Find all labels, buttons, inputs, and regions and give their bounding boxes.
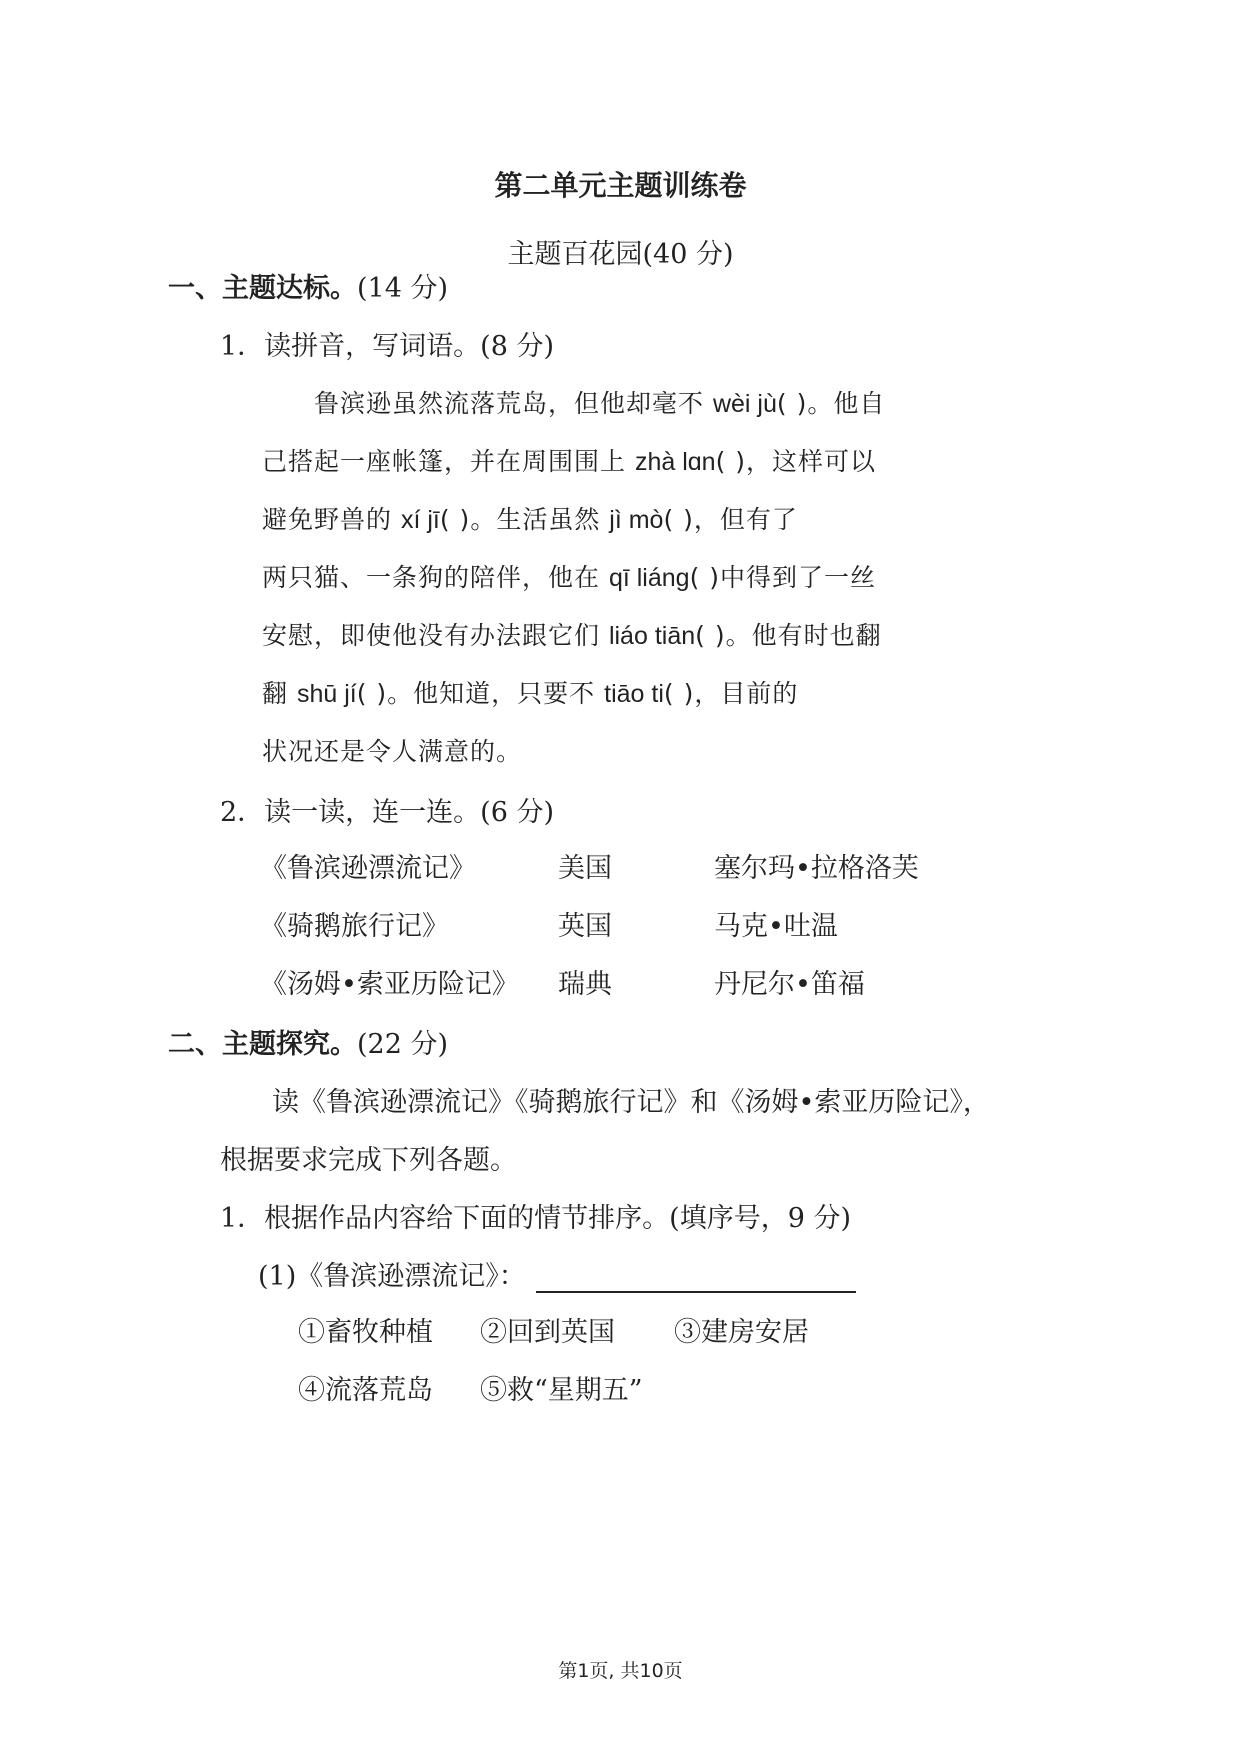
author-item[interactable]: 丹尼尔•笛福: [714, 969, 865, 1000]
passage-line: [262, 616, 882, 652]
sub-question-label: (1)《鲁滨逊漂流记》：: [258, 1261, 526, 1292]
option-item: ⑤救“星期五”: [480, 1375, 643, 1406]
passage-line: [262, 732, 522, 768]
passage-text: 鲁滨逊虽然流落荒岛，但他却毫不: [314, 389, 713, 418]
book-item[interactable]: 《汤姆•索亚历险记》: [260, 969, 519, 1000]
pinyin: zhà lɑn: [634, 448, 716, 476]
pinyin: liáo tiān: [608, 622, 696, 650]
answer-blank[interactable]: ( )，目前的: [663, 679, 799, 708]
pinyin: xí jī: [400, 506, 440, 534]
passage-text: 状况还是令人满意的。: [262, 737, 523, 766]
answer-blank[interactable]: ( )。他知道，只要不: [356, 679, 605, 708]
page-footer: 第1页, 共10页: [558, 1660, 683, 1682]
country-item[interactable]: 瑞典: [558, 969, 612, 1000]
answer-blank[interactable]: ( )。生活虽然: [439, 505, 610, 534]
section-1-title: 一、主题达标。: [168, 273, 357, 304]
question-1-1-label: 1．读拼音，写词语。(8 分): [220, 331, 555, 362]
passage-line: [262, 558, 876, 594]
passage-text: 己搭起一座帐篷，并在周围围上: [262, 447, 635, 476]
option-item: ④流落荒岛: [298, 1375, 433, 1406]
option-item: ②回到英国: [480, 1317, 615, 1348]
section-1-score: (14 分): [357, 273, 449, 304]
passage-text: 安慰，即使他没有办法跟它们: [262, 621, 609, 650]
answer-blank[interactable]: ( )。他自: [776, 389, 886, 418]
option-item: ①畜牧种植: [298, 1317, 433, 1348]
question-2-1-label: 1．根据作品内容给下面的情节排序。(填序号，9 分): [220, 1203, 852, 1234]
pinyin: wèi jù: [712, 390, 777, 418]
section-2-intro: 读《鲁滨逊漂流记》《骑鹅旅行记》和《汤姆•索亚历险记》，: [272, 1087, 990, 1118]
passage-line: [314, 384, 885, 420]
answer-blank[interactable]: ( )。他有时也翻: [695, 621, 882, 650]
pinyin: tiāo ti: [604, 680, 664, 708]
section-2-title: 二、主题探究。: [168, 1029, 357, 1060]
pinyin: qī liáng: [608, 564, 690, 592]
section-2-intro: 根据要求完成下列各题。: [220, 1145, 517, 1176]
book-item[interactable]: 《骑鹅旅行记》: [260, 911, 449, 942]
author-item[interactable]: 塞尔玛•拉格洛芙: [714, 853, 919, 884]
section-2-heading: [168, 1022, 448, 1061]
passage-line: [262, 500, 798, 536]
page-title: 第二单元主题训练卷: [494, 169, 747, 202]
question-1-2-label: 2．读一读，连一连。(6 分): [220, 797, 555, 828]
country-item[interactable]: 美国: [558, 853, 612, 884]
passage-line: [262, 674, 798, 710]
book-item[interactable]: 《鲁滨逊漂流记》: [260, 853, 476, 884]
country-item[interactable]: 英国: [558, 911, 612, 942]
passage-line: [262, 442, 876, 478]
answer-blank[interactable]: ( )，这样可以: [715, 447, 877, 476]
page-subtitle: 主题百花园(40 分): [507, 239, 734, 270]
author-item[interactable]: 马克•吐温: [714, 911, 838, 942]
question-2-1-sub1: [258, 1254, 856, 1293]
pinyin: shū jí: [296, 680, 357, 708]
pinyin: jì mò: [609, 506, 664, 534]
answer-blank[interactable]: ( )，但有了: [663, 505, 798, 534]
passage-text: 翻: [262, 679, 297, 708]
section-1-heading: [168, 266, 448, 305]
passage-text: 两只猫、一条狗的陪伴，他在: [262, 563, 609, 592]
passage-text: 避免野兽的: [262, 505, 401, 534]
option-item: ③建房安居: [674, 1317, 809, 1348]
answer-line[interactable]: [536, 1265, 856, 1293]
answer-blank[interactable]: ( )中得到了一丝: [689, 563, 877, 592]
section-2-score: (22 分): [357, 1029, 449, 1060]
